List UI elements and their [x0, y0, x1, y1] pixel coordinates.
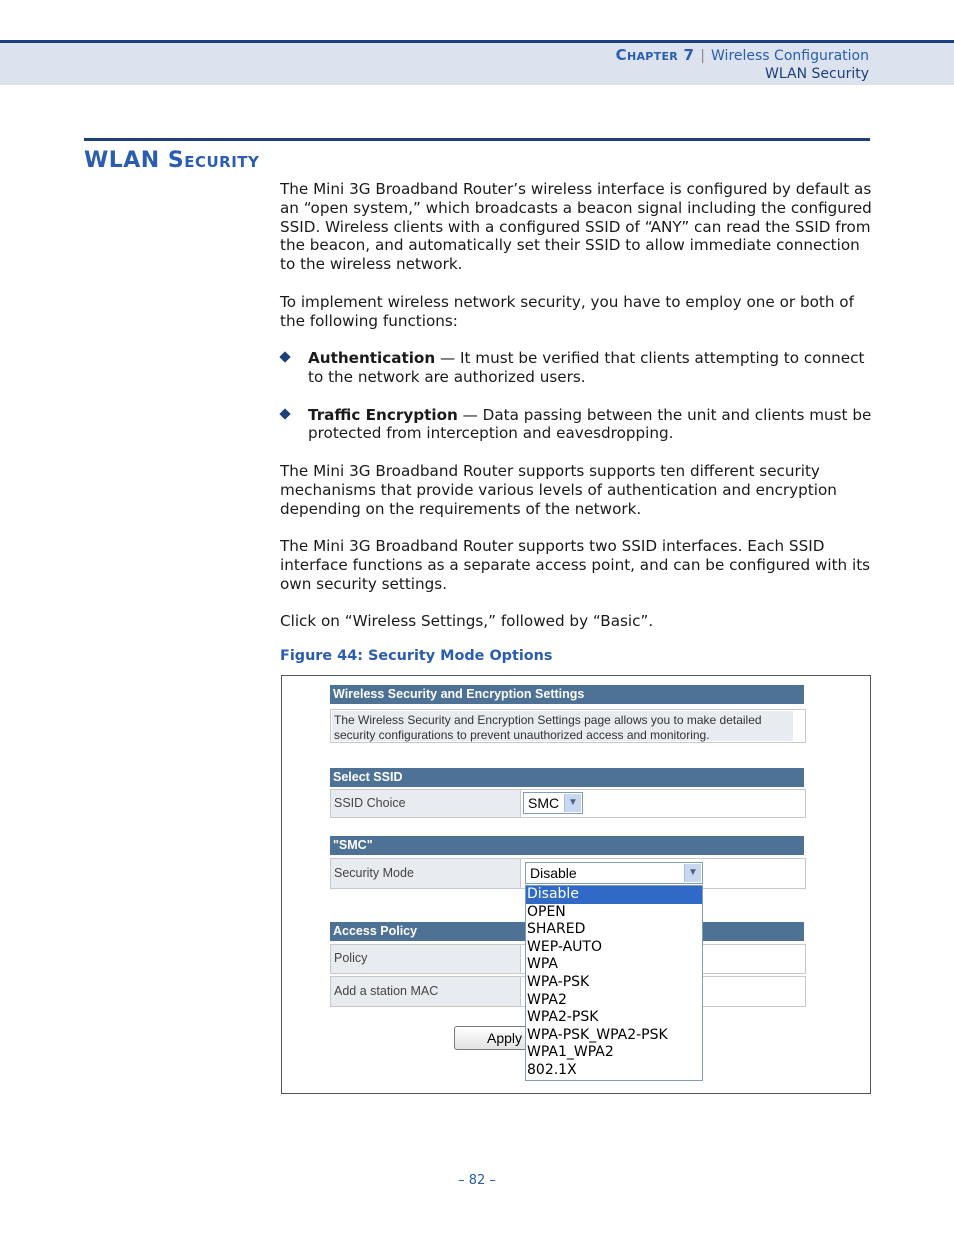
dropdown-option[interactable]: SHARED — [527, 921, 586, 938]
security-mode-dropdown-list[interactable] — [525, 885, 703, 1081]
section-title: WLAN Security — [84, 148, 260, 173]
chapter-label: Chapter 7 — [615, 46, 695, 64]
settings-header: Wireless Security and Encryption Settings — [330, 685, 804, 704]
dropdown-option[interactable]: Disable — [526, 886, 702, 904]
dropdown-option[interactable]: WEP-AUTO — [527, 938, 602, 955]
header-section: WLAN Security — [765, 66, 869, 82]
description-text: The Wireless Security and Encryption Settings page allows you to make detailed security configurations to prevent unauthorized access and monitoring. — [332, 711, 793, 741]
dropdown-option[interactable]: WPA-PSK — [527, 973, 590, 990]
running-header — [616, 46, 869, 83]
ssid-choice-label: SSID Choice — [331, 790, 521, 817]
dropdown-option[interactable]: OPEN — [527, 903, 566, 920]
dropdown-option[interactable]: WPA-PSK_WPA2-PSK — [527, 1026, 668, 1043]
diamond-bullet-icon — [279, 352, 290, 363]
bullet-text: — It must be verified that clients attempting to connect to the network are authorized users. — [308, 349, 865, 386]
section-rule — [84, 138, 870, 141]
dropdown-option[interactable]: WPA1_WPA2 — [527, 1044, 614, 1061]
bullet-item — [280, 406, 872, 444]
paragraph: Click on “Wireless Settings,” followed by “Basic”. — [280, 612, 654, 631]
diamond-bullet-icon — [279, 408, 290, 419]
figure-caption: Figure 44: Security Mode Options — [280, 648, 553, 664]
paragraph: To implement wireless network security, you have to employ one or both of the following functions: — [280, 292, 854, 330]
bullet-item — [280, 349, 872, 387]
bullet-term: Traffic Encryption — [308, 405, 458, 424]
smc-header: "SMC" — [330, 836, 804, 855]
security-mode-label: Security Mode — [331, 859, 521, 888]
dropdown-option[interactable]: 802.1X — [527, 1061, 577, 1078]
header-separator: | — [700, 48, 706, 64]
chevron-down-icon[interactable]: ▼ — [564, 794, 581, 812]
security-mode-value: Disable — [530, 865, 577, 881]
bullet-term: Authentication — [308, 349, 436, 368]
add-mac-label: Add a station MAC — [331, 977, 521, 1006]
apply-button[interactable]: Apply — [454, 1026, 544, 1050]
select-ssid-header: Select SSID — [330, 768, 804, 787]
paragraph: The Mini 3G Broadband Router supports supports ten different security mechanisms that provide various levels of authentication and encryption depending on the requirements of the network. — [280, 461, 837, 518]
dropdown-option[interactable]: WPA2 — [527, 991, 567, 1008]
paragraph: The Mini 3G Broadband Router’s wireless interface is configured by default as an “open system,” which broadcasts a beacon signal including the configured SSID. Wireless clients with a configured SSID of “ANY” can read the SSID from the beacon, and automatically set their SSID to allow immediate connection to the wireless network. — [280, 180, 872, 274]
ssid-choice-select[interactable] — [523, 792, 583, 814]
page-number: – 82 – — [458, 1173, 496, 1188]
body-text — [280, 180, 872, 650]
access-policy-header: Access Policy — [330, 922, 804, 941]
figure-screenshot — [281, 675, 871, 1094]
security-mode-select[interactable] — [525, 862, 703, 884]
chapter-title: Wireless Configuration — [711, 48, 869, 64]
description-box — [330, 709, 806, 743]
dropdown-option[interactable]: WPA — [527, 956, 558, 973]
dropdown-option[interactable]: WPA2-PSK — [527, 1009, 599, 1026]
policy-label: Policy — [331, 945, 521, 973]
paragraph: The Mini 3G Broadband Router supports two SSID interfaces. Each SSID interface functions as a separate access point, and can be configured with its own security settings. — [280, 537, 871, 593]
ssid-choice-value: SMC — [528, 795, 560, 811]
chevron-down-icon[interactable]: ▼ — [684, 864, 701, 882]
bullet-text: — Data passing between the unit and clients must be protected from interception and eavesdropping. — [308, 405, 872, 443]
